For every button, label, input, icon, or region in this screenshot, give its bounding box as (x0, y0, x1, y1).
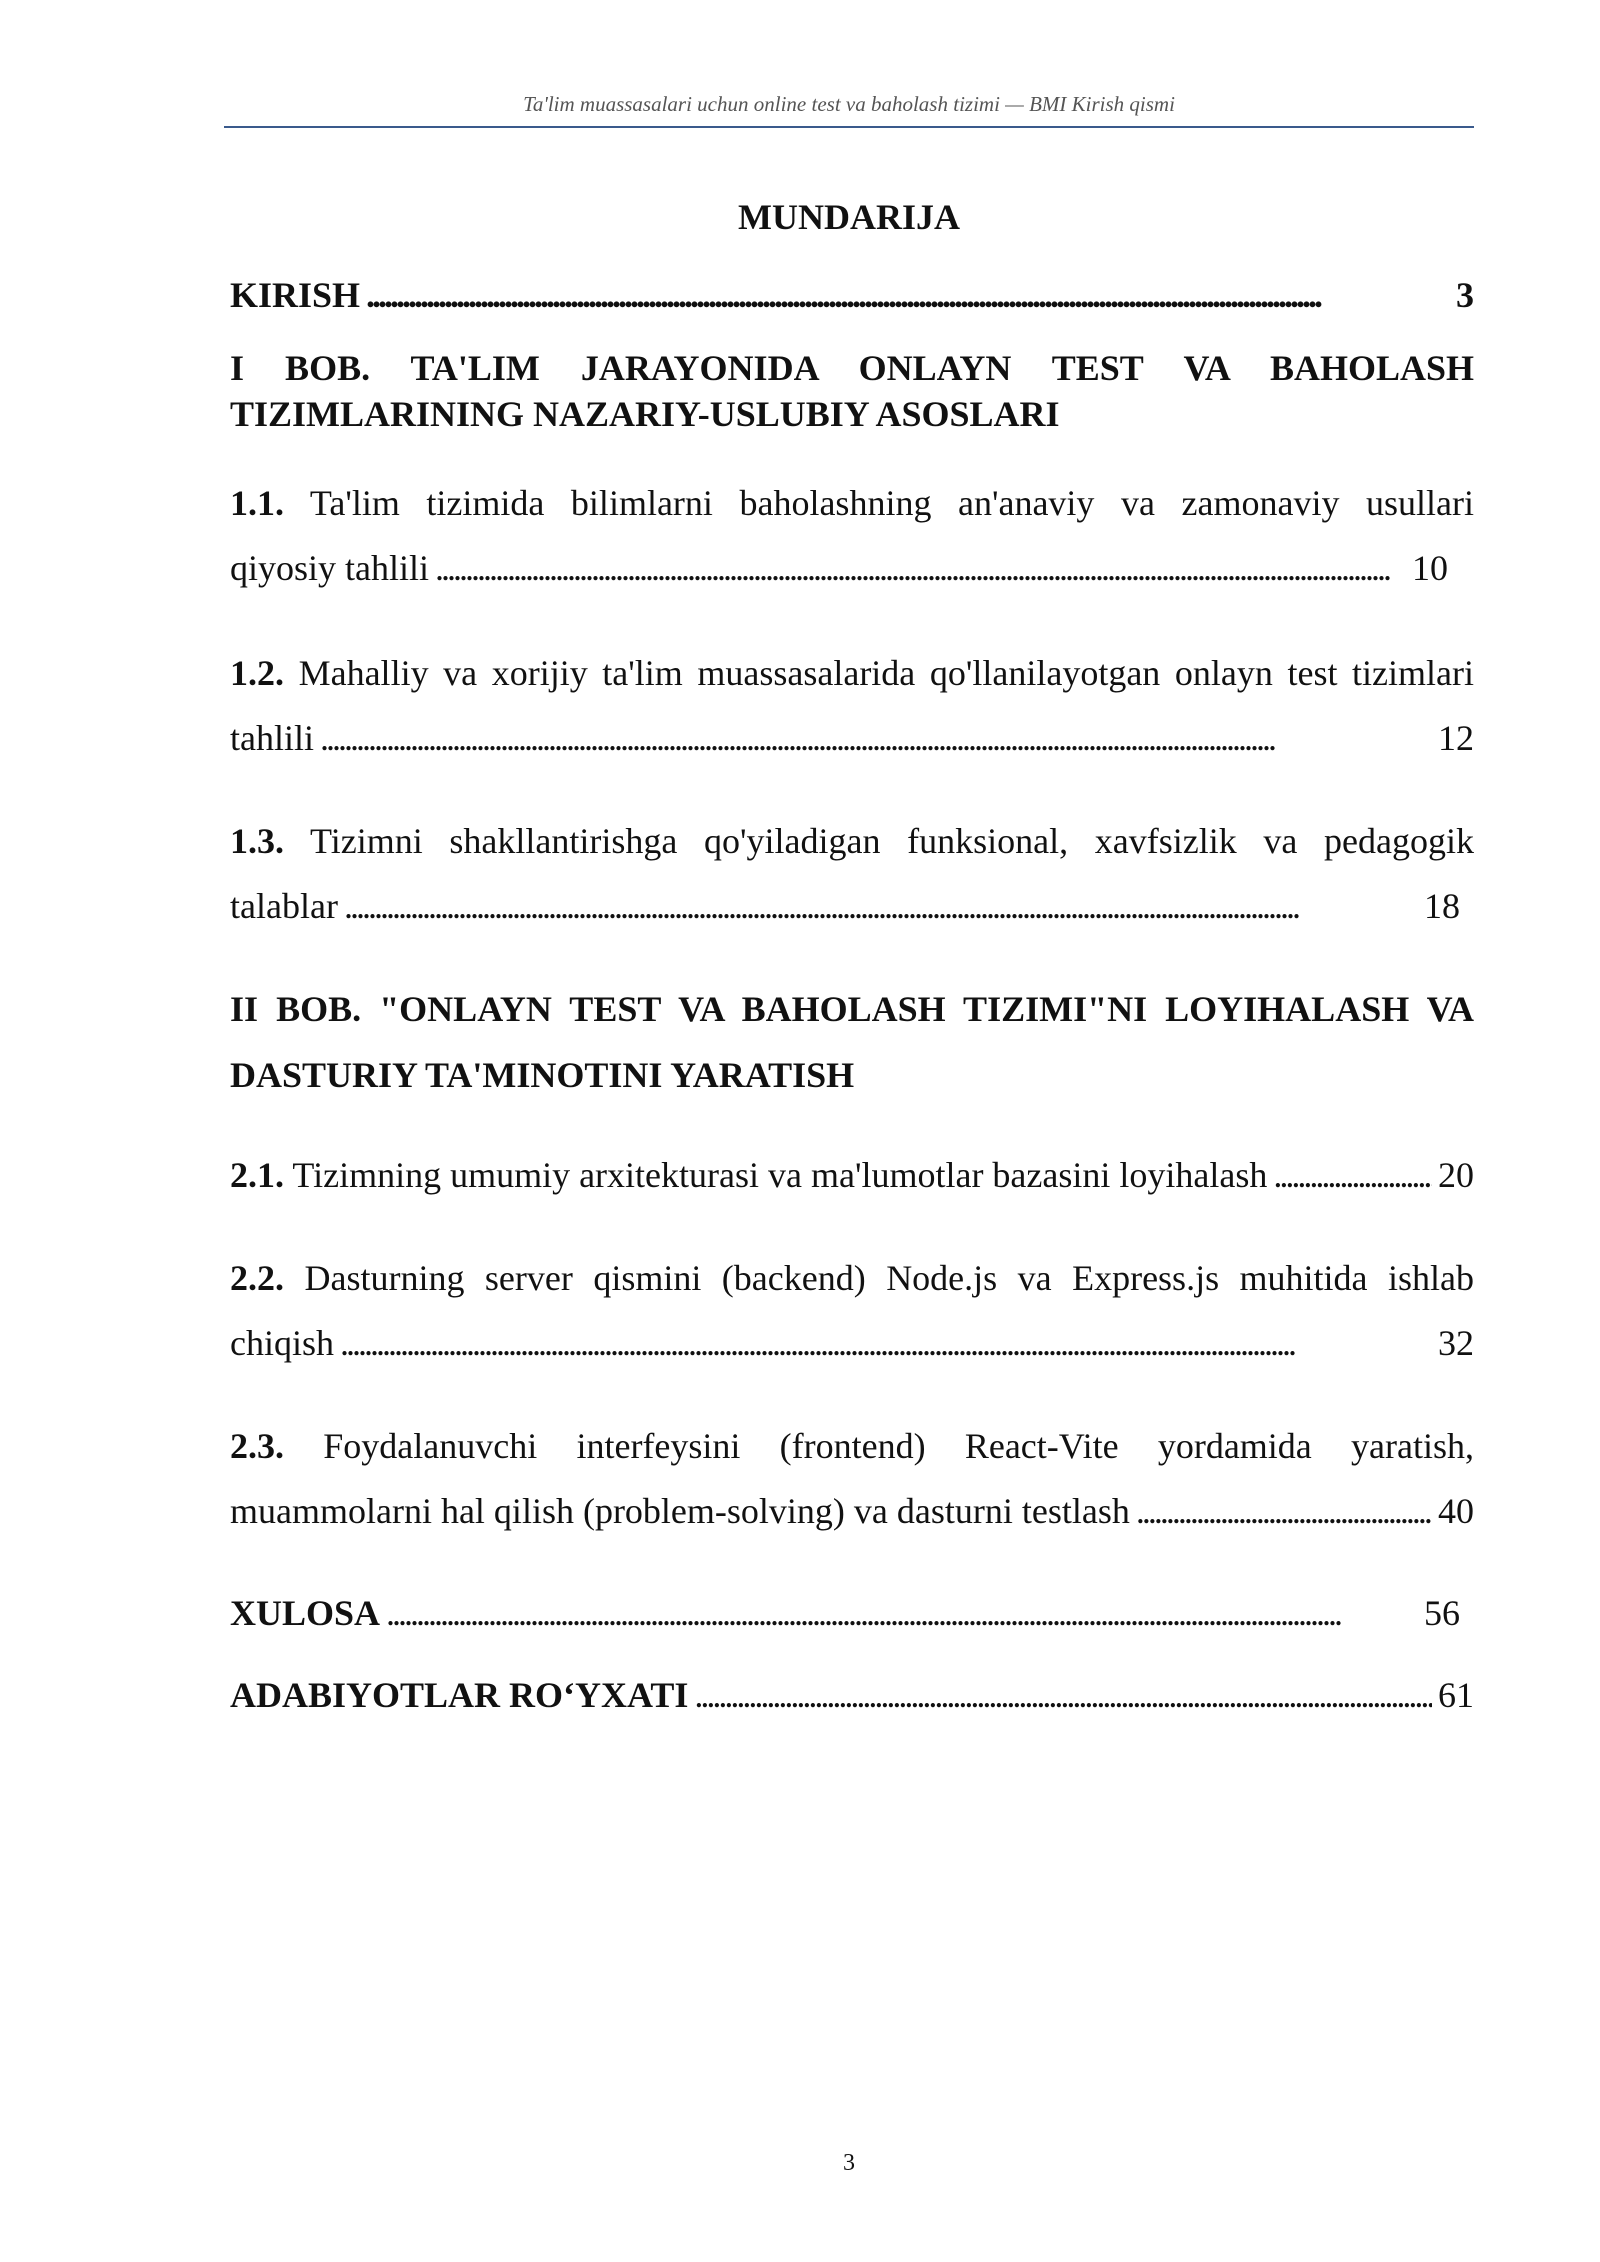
toc-page-number: 20 (1438, 1155, 1474, 1195)
toc-section-title-cont: muammolarni hal qilish (problem-solving) va dasturni testlash (230, 1491, 1130, 1531)
toc-section-1-2-line2[interactable] (230, 705, 1474, 771)
header-rule (224, 126, 1474, 128)
toc-section-number: 1.1. (230, 483, 284, 523)
dot-leader (340, 1310, 1432, 1376)
running-header: Ta'lim muassasalari uchun online test va baholash tizimi — BMI Kirish qismi (523, 92, 1175, 116)
dot-leader (1136, 1478, 1432, 1544)
toc-section-number: 1.2. (230, 653, 284, 693)
toc-section-1-1-line1[interactable] (230, 470, 1474, 536)
toc-section-number: 2.3. (230, 1426, 284, 1466)
toc-section-title (230, 1142, 1267, 1208)
toc-section-1-3-line1[interactable] (230, 808, 1474, 874)
toc-section-title-cont: qiyosiy tahlili (230, 548, 430, 588)
toc-chapter-1-line2[interactable]: TIZIMLARINING NAZARIY-USLUBIY ASOSLARI (230, 394, 1060, 434)
toc-chapter-2-line1[interactable]: II BOB. "ONLAYN TEST VA BAHOLASH TIZIMI"NI LOYIHALASH VA (230, 989, 1474, 1029)
toc-page-number: 18 (1424, 886, 1460, 926)
toc-section-number: 1.3. (230, 821, 284, 861)
toc-section-title-text: Tizimning umumiy arxitekturasi va ma'lumotlar bazasini loyihalash (292, 1155, 1268, 1195)
toc-page-number: 61 (1438, 1675, 1474, 1715)
toc-entry-label: KIRISH (230, 275, 361, 315)
toc-section-title: Dasturning server qismini (backend) Node.js va Express.js muhitida ishlab (304, 1258, 1474, 1298)
page-number: 3 (843, 2150, 855, 2176)
toc-section-2-1[interactable] (230, 1142, 1474, 1208)
toc-section-2-2-line2[interactable] (230, 1310, 1474, 1376)
dot-leader (1273, 1142, 1432, 1208)
toc-entry-references[interactable] (230, 1662, 1474, 1728)
toc-page-number: 32 (1438, 1323, 1474, 1363)
dot-leader (366, 262, 1450, 328)
toc-section-title-cont: tahlili (230, 718, 314, 758)
dot-leader (435, 535, 1406, 601)
toc-section-1-1-line2[interactable] (230, 535, 1448, 601)
toc-section-title: Foydalanuvchi interfeysini (frontend) React-Vite yordamida yaratish, (323, 1426, 1474, 1466)
toc-section-number: 2.1. (230, 1155, 284, 1195)
toc-chapter-2-line2[interactable]: DASTURIY TA'MINOTINI YARATISH (230, 1055, 855, 1095)
dot-leader (344, 873, 1418, 939)
toc-page-number: 3 (1456, 275, 1474, 315)
dot-leader (386, 1580, 1418, 1646)
toc-section-2-3-line2[interactable] (230, 1478, 1474, 1544)
toc-entry-label: XULOSA (230, 1593, 381, 1633)
toc-page-number: 56 (1424, 1593, 1460, 1633)
toc-section-title: Ta'lim tizimida bilimlarni baholashning an'anaviy va zamonaviy usullari (309, 483, 1474, 523)
toc-page-number: 12 (1438, 718, 1474, 758)
toc-page-number: 10 (1412, 548, 1448, 588)
toc-section-title: Tizimni shakllantirishga qo'yiladigan funksional, xavfsizlik va pedagogik (310, 821, 1474, 861)
toc-section-number: 2.2. (230, 1258, 284, 1298)
toc-section-1-2-line1[interactable] (230, 640, 1474, 706)
toc-section-title: Mahalliy va xorijiy ta'lim muassasalarida qo'llanilayotgan onlayn test tizimlari (298, 653, 1474, 693)
toc-section-title-cont: chiqish (230, 1323, 334, 1363)
toc-entry-label: ADABIYOTLAR RO‘YXATI (230, 1675, 689, 1715)
toc-entry-xulosa[interactable] (230, 1580, 1460, 1646)
dot-leader (320, 705, 1432, 771)
dot-leader (694, 1662, 1432, 1728)
toc-title: MUNDARIJA (738, 197, 960, 237)
toc-chapter-1-line1[interactable]: I BOB. TA'LIM JARAYONIDA ONLAYN TEST VA BAHOLASH (230, 348, 1474, 388)
toc-section-1-3-line2[interactable] (230, 873, 1460, 939)
toc-section-2-2-line1[interactable] (230, 1245, 1474, 1311)
toc-page-number: 40 (1438, 1491, 1474, 1531)
toc-entry-kirish[interactable] (230, 262, 1474, 328)
toc-section-title-cont: talablar (230, 886, 338, 926)
toc-section-2-3-line1[interactable] (230, 1413, 1474, 1479)
